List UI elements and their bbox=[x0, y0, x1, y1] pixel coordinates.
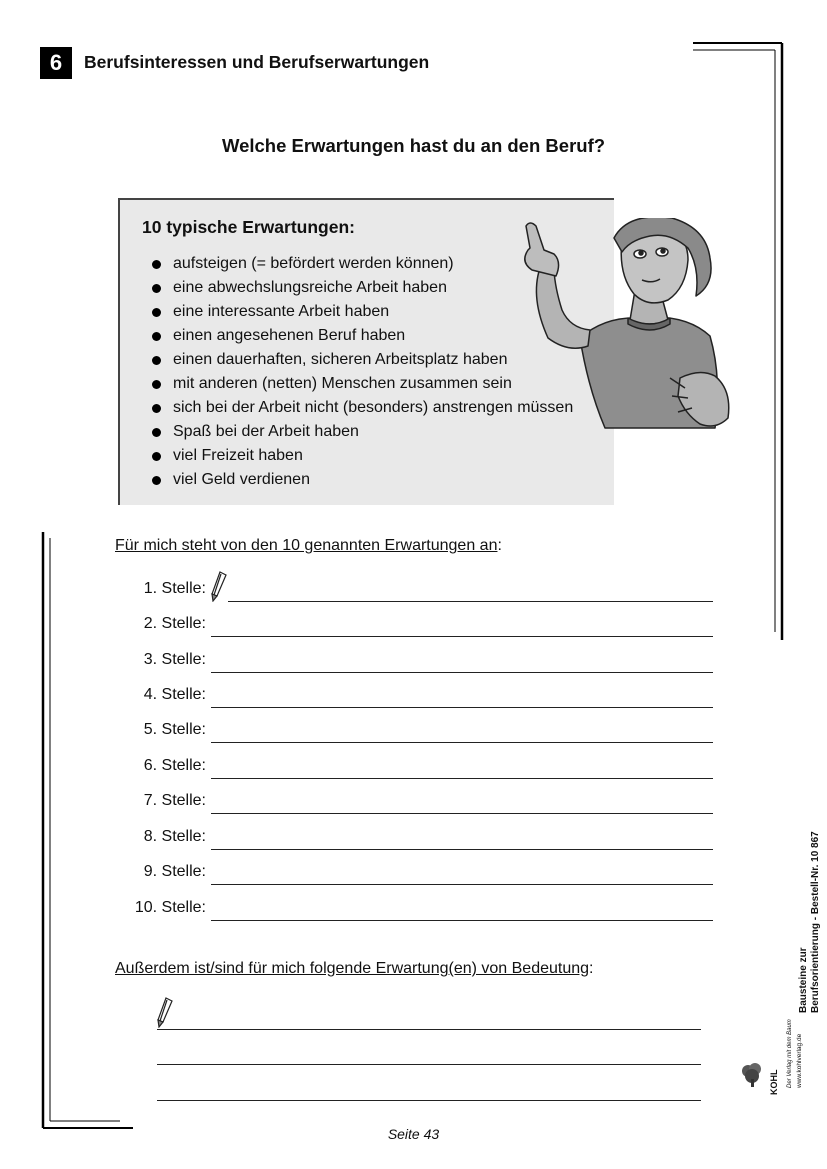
page-title: Welche Erwartungen hast du an den Beruf? bbox=[221, 135, 606, 156]
list-item: viel Geld verdienen bbox=[152, 468, 573, 492]
ranking-prompt: Für mich steht von den 10 genannten Erwartungen an: bbox=[115, 537, 502, 554]
bullet-icon bbox=[152, 380, 161, 389]
bullet-icon bbox=[152, 260, 161, 269]
publisher-website: www.kohlverlag.de bbox=[796, 1033, 803, 1088]
ranking-label: 7. Stelle: bbox=[143, 792, 206, 809]
additional-answer-line-1[interactable] bbox=[157, 1029, 701, 1030]
list-item: aufsteigen (= befördert werden können) bbox=[152, 252, 573, 276]
ranking-label: 10. Stelle: bbox=[134, 899, 206, 916]
answer-line-1[interactable] bbox=[228, 601, 713, 602]
bullet-icon bbox=[152, 308, 161, 317]
answer-line-3[interactable] bbox=[211, 672, 713, 673]
ranking-label: 9. Stelle: bbox=[143, 863, 206, 880]
list-item: einen dauerhaften, sicheren Arbeitsplatz haben bbox=[152, 348, 573, 372]
publisher-name: KOHL bbox=[769, 1069, 779, 1095]
chapter-title: Berufsinteressen und Berufserwartungen bbox=[84, 52, 430, 72]
ranking-row bbox=[110, 861, 713, 885]
ranking-row bbox=[110, 649, 713, 673]
ranking-row bbox=[110, 826, 713, 850]
pencil-icon bbox=[210, 570, 228, 602]
answer-line-6[interactable] bbox=[211, 778, 713, 779]
bullet-icon bbox=[152, 476, 161, 485]
expectations-box-title: 10 typische Erwartungen: bbox=[142, 217, 355, 237]
bullet-icon bbox=[152, 452, 161, 461]
ranking-label: 1. Stelle: bbox=[143, 580, 206, 597]
side-series-label: Bausteine zur Berufsorientierung - Bestell-Nr. 10 867 bbox=[798, 831, 821, 1013]
pointing-woman-illustration bbox=[510, 218, 735, 430]
list-item: einen angesehenen Beruf haben bbox=[152, 324, 573, 348]
ranking-row bbox=[110, 897, 713, 921]
ranking-row bbox=[110, 719, 713, 743]
ranking-row bbox=[110, 790, 713, 814]
list-item: eine interessante Arbeit haben bbox=[152, 300, 573, 324]
bullet-icon bbox=[152, 356, 161, 365]
publisher-slogan: Der Verlag mit dem Baum bbox=[787, 1019, 793, 1088]
answer-line-4[interactable] bbox=[211, 707, 713, 708]
answer-line-9[interactable] bbox=[211, 884, 713, 885]
answer-line-10[interactable] bbox=[211, 920, 713, 921]
additional-answer-line-2[interactable] bbox=[157, 1064, 701, 1065]
ranking-label: 3. Stelle: bbox=[143, 651, 206, 668]
ranking-label: 5. Stelle: bbox=[143, 721, 206, 738]
bullet-icon bbox=[152, 332, 161, 341]
additional-answer-line-3[interactable] bbox=[157, 1100, 701, 1101]
answer-line-5[interactable] bbox=[211, 742, 713, 743]
list-item: eine abwechslungsreiche Arbeit haben bbox=[152, 276, 573, 300]
ranking-row bbox=[110, 684, 713, 708]
chapter-number: 6 bbox=[40, 47, 72, 79]
ranking-label: 2. Stelle: bbox=[143, 615, 206, 632]
answer-line-2[interactable] bbox=[211, 636, 713, 637]
list-item: sich bei der Arbeit nicht (besonders) anstrengen müssen bbox=[152, 396, 573, 420]
ranking-label: 4. Stelle: bbox=[143, 686, 206, 703]
tree-logo-icon bbox=[740, 1062, 764, 1088]
page-number: Seite 43 bbox=[387, 1126, 440, 1142]
answer-line-7[interactable] bbox=[211, 813, 713, 814]
list-item: mit anderen (netten) Menschen zusammen sein bbox=[152, 372, 573, 396]
ranking-row bbox=[110, 578, 713, 602]
bullet-icon bbox=[152, 284, 161, 293]
ranking-label: 8. Stelle: bbox=[143, 828, 206, 845]
list-item: Spaß bei der Arbeit haben bbox=[152, 420, 573, 444]
additional-prompt: Außerdem ist/sind für mich folgende Erwartung(en) von Bedeutung: bbox=[115, 960, 594, 977]
bullet-icon bbox=[152, 404, 161, 413]
ranking-row bbox=[110, 755, 713, 779]
bullet-icon bbox=[152, 428, 161, 437]
answer-line-8[interactable] bbox=[211, 849, 713, 850]
pencil-icon bbox=[156, 996, 174, 1028]
ranking-row bbox=[110, 613, 713, 637]
list-item: viel Freizeit haben bbox=[152, 444, 573, 468]
ranking-label: 6. Stelle: bbox=[143, 757, 206, 774]
